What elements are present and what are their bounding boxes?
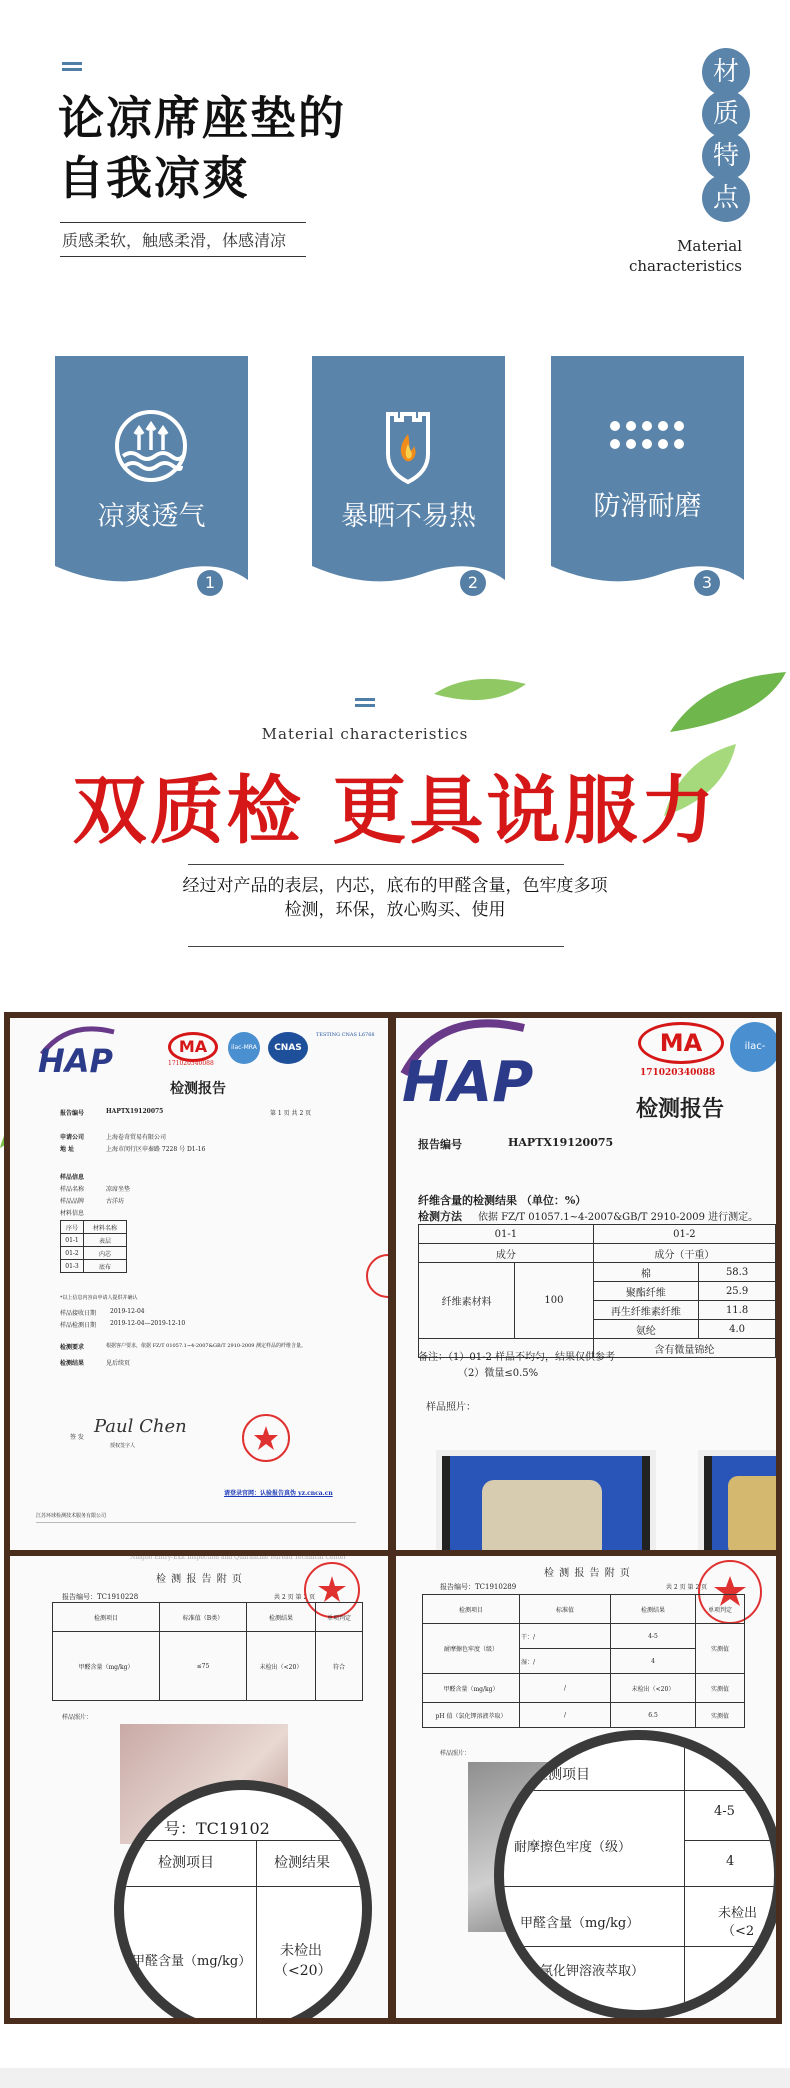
col-head: 单项判定 xyxy=(316,1603,363,1632)
mag-col-rule xyxy=(256,1840,257,2018)
test-item: 耐摩擦色牢度（级） xyxy=(423,1624,520,1674)
desc-rule-bottom xyxy=(188,946,564,947)
mag-val: 未检出 xyxy=(718,1906,758,1921)
ilac-logo: ilac-MRA xyxy=(228,1032,260,1064)
report-no: 报告编号：TC1910228 xyxy=(62,1593,139,1601)
feature-number-1: 1 xyxy=(197,570,223,596)
wave-arrows-icon xyxy=(111,406,191,486)
test-date: 2019-12-04—2019-12-10 xyxy=(110,1320,186,1327)
fiber-name: 棉 xyxy=(593,1263,698,1282)
test-label: 样品检测日期 xyxy=(60,1322,97,1329)
sample-name-label: 样品名称 xyxy=(60,1186,85,1193)
mat-cell: 01-1 xyxy=(61,1234,84,1247)
mag-result: 未检出 xyxy=(280,1943,322,1959)
en-line-2: characteristics xyxy=(628,257,742,275)
col-head: 01-1 xyxy=(419,1225,594,1244)
col-head: 检测项目 xyxy=(423,1595,520,1624)
feature-card-1 xyxy=(55,356,248,590)
mag-test-item: 甲醛含量（mg/kg） xyxy=(132,1954,252,1969)
mat-cell: 01-3 xyxy=(61,1260,84,1273)
feature-card-3 xyxy=(551,356,744,590)
fiber-name: 再生纤维素纤维 xyxy=(593,1301,698,1320)
material-table xyxy=(60,1220,127,1273)
feature-label: 防滑耐磨 xyxy=(593,491,702,522)
standard: / xyxy=(520,1674,611,1703)
vchar-2: 质 xyxy=(702,90,750,138)
standard: 干：/ xyxy=(520,1624,611,1649)
page-title xyxy=(58,88,398,208)
report-no-label: 报告编号 xyxy=(418,1138,462,1151)
mat-head: 序号 xyxy=(61,1221,84,1234)
mag-report-no: 号：TC19102 xyxy=(164,1819,270,1838)
test-result: 6.5 xyxy=(611,1703,696,1728)
standard: / xyxy=(520,1703,611,1728)
feature-number-3: 3 xyxy=(694,570,720,596)
trace-note: 含有微量锦纶 xyxy=(593,1339,775,1358)
stamp xyxy=(242,1414,290,1462)
fiber-val: 58.3 xyxy=(699,1263,776,1282)
col-head: 检测结果 xyxy=(247,1603,316,1632)
report-panel-3 xyxy=(10,1556,388,2018)
report-title: 检 测 报 告 附 页 xyxy=(544,1568,631,1579)
report-page: 共 2 页 第 2 页 xyxy=(274,1594,316,1601)
vchar-4: 点 xyxy=(702,174,750,222)
col-head: 单项判定 xyxy=(696,1595,745,1624)
mag-result-value: （<20） xyxy=(274,1963,332,1979)
mag-val: （<2 xyxy=(722,1924,755,1939)
report-no: HAPTX19120075 xyxy=(106,1108,164,1115)
mat-head: 材料名称 xyxy=(84,1221,127,1234)
vchar-3: 特 xyxy=(702,132,750,180)
report-page: 第 1 页 共 2 页 xyxy=(270,1110,312,1117)
photo-label: 样品照片： xyxy=(440,1750,471,1757)
col-head: 检测结果 xyxy=(611,1595,696,1624)
photo-label: 样品照片： xyxy=(426,1402,476,1413)
title-line-1: 论凉席座垫的 xyxy=(58,91,346,145)
title-rule-top xyxy=(60,222,306,223)
sign-label: 签 发 xyxy=(70,1434,84,1441)
mag-row: 甲醛含量（mg/kg） xyxy=(520,1916,640,1931)
test-item: pH 值（氯化钾溶液萃取） xyxy=(423,1703,520,1728)
leaf-decor-1 xyxy=(430,670,530,710)
material-val: 100 xyxy=(515,1263,593,1339)
seat-cushion xyxy=(482,1480,602,1550)
report-header: Ningbo Entry-Exit Inspection and Quarantine Bureau Technical Center xyxy=(130,1556,347,1561)
cnas-sub: TESTING CNAS L6768 xyxy=(316,1032,375,1038)
client-label: 申请公司 xyxy=(60,1134,85,1141)
test-result: 4-5 xyxy=(611,1624,696,1649)
feature-label: 暴晒不易热 xyxy=(341,501,476,532)
report-title: 检测报告 xyxy=(170,1081,226,1097)
sample-photo-1 xyxy=(436,1450,656,1550)
req-label: 检测要求 xyxy=(60,1344,85,1351)
mag-rule xyxy=(504,1886,774,1887)
fiber-title: 纤维含量的检测结果 （单位：%） xyxy=(418,1194,587,1207)
fiber-name: 氨纶 xyxy=(593,1320,698,1339)
report-panel-1 xyxy=(10,1018,388,1550)
ma-number: 171020340088 xyxy=(640,1068,716,1078)
material-en-label xyxy=(600,236,742,276)
star-icon xyxy=(244,1416,288,1460)
mag-col-head: 检测结果 xyxy=(274,1855,330,1871)
ma-number: 171020340088 xyxy=(168,1060,214,1067)
material-cell: 纤维素材料 xyxy=(419,1263,515,1339)
report-title: 检 测 报 告 附 页 xyxy=(156,1574,243,1585)
ilac-logo: ilac- xyxy=(730,1022,776,1072)
test-result: 4 xyxy=(611,1649,696,1674)
fiber-table xyxy=(418,1224,776,1358)
vchar-1: 材 xyxy=(702,48,750,96)
report-no-label: 报告编号 xyxy=(60,1110,85,1117)
note: *以上信息内容由申请人提供并确认 xyxy=(60,1295,138,1301)
mag-row: 检测项目 xyxy=(534,1767,590,1783)
standard: 湿：/ xyxy=(520,1649,611,1674)
col-head: 检测项目 xyxy=(53,1603,160,1632)
cnas-logo: CNAS xyxy=(268,1032,308,1064)
client: 上海卷奇贸易有限公司 xyxy=(106,1134,167,1141)
magnifier xyxy=(494,1730,776,2018)
desc-line-2: 检测，环保，放心购买、使用 xyxy=(284,900,506,920)
col-head: 标准值（B类） xyxy=(160,1603,247,1632)
desc-rule-top xyxy=(188,864,564,865)
mag-val: 4-5 xyxy=(714,1804,735,1819)
material-list-label: 材料信息 xyxy=(60,1210,85,1217)
decor-mark-2 xyxy=(355,698,375,706)
company: 江苏环球检测技术服务有限公司 xyxy=(36,1513,107,1519)
test-result: 未检出（<20） xyxy=(247,1632,316,1701)
section2-en-label: Material characteristics xyxy=(261,725,469,743)
verdict: 实测值 xyxy=(696,1674,745,1703)
signer-title: 授权签字人 xyxy=(110,1443,136,1449)
page-footer xyxy=(0,2068,790,2088)
address-label: 地 址 xyxy=(60,1146,75,1153)
fiber-val: 11.8 xyxy=(699,1301,776,1320)
sample-info: 样品信息 xyxy=(60,1174,85,1181)
requirement: 根据客户要求，依据 FZ/T 01057.1~4-2007&GB/T 2910-2009 测定样品的纤维含量。 xyxy=(106,1343,307,1349)
sample-photo-2 xyxy=(698,1450,776,1550)
remark-1: 备注：（1）01-2 样品不均匀，结果仅供参考 xyxy=(418,1352,616,1363)
component-dry-head: 成分（干重） xyxy=(593,1244,775,1263)
test-table xyxy=(52,1602,363,1701)
report-title: 检测报告 xyxy=(636,1096,725,1122)
headline: 双质检 更具说服力 xyxy=(72,768,718,854)
hap-logo: HAP xyxy=(38,1042,113,1080)
mag-row: 耐摩擦色牢度（级） xyxy=(514,1840,632,1855)
sample-name: 凉席坐垫 xyxy=(106,1186,131,1193)
footer-lines xyxy=(36,1522,356,1537)
result: 见后续页 xyxy=(106,1360,131,1367)
decor-mark xyxy=(62,62,82,70)
mag-rule xyxy=(124,1886,362,1887)
method-label: 检测方法 xyxy=(418,1210,462,1223)
recv-date: 2019-12-04 xyxy=(110,1308,145,1315)
verdict: 符合 xyxy=(316,1632,363,1701)
fiber-val: 4.0 xyxy=(699,1320,776,1339)
fiber-val: 25.9 xyxy=(699,1282,776,1301)
mag-row: 氯化钾溶液萃取） xyxy=(540,1964,645,1979)
report-panel-2 xyxy=(396,1018,776,1550)
hap-logo: HAP xyxy=(402,1050,534,1115)
mag-rule xyxy=(684,1840,774,1841)
report-page: 共 2 页 第 2 页 xyxy=(666,1584,708,1591)
standard: ≤75 xyxy=(160,1632,247,1701)
test-item: 甲醛含量（mg/kg） xyxy=(423,1674,520,1703)
mag-rule xyxy=(504,1946,774,1947)
test-item: 甲醛含量（mg/kg） xyxy=(53,1632,160,1701)
test-result: 未检出（<20） xyxy=(611,1674,696,1703)
magnifier xyxy=(114,1780,372,2018)
flame-shield-icon xyxy=(368,406,448,486)
verify-link: 请登录官网：认验报告真伪 yz.cnca.cn xyxy=(224,1490,333,1497)
mat-cell: 底布 xyxy=(84,1260,127,1273)
report-no: HAPTX19120075 xyxy=(508,1136,614,1149)
feature-label: 凉爽透气 xyxy=(97,501,206,532)
mat-cell: 表层 xyxy=(84,1234,127,1247)
mag-col-head: 检测项目 xyxy=(158,1855,214,1871)
report-panel-4 xyxy=(396,1556,776,2018)
sample-brand: 古洋坊 xyxy=(106,1198,125,1205)
mat-cell: 01-2 xyxy=(61,1247,84,1260)
remark-2: （2）微量≤0.5% xyxy=(458,1368,539,1379)
recv-label: 样品接收日期 xyxy=(60,1310,97,1317)
photo-label: 样品照片： xyxy=(62,1714,93,1721)
title-line-2: 自我凉爽 xyxy=(58,151,250,205)
col-head: 01-2 xyxy=(593,1225,775,1244)
address: 上海市闵行区申秦路 7228 号 D1-16 xyxy=(106,1146,206,1153)
dot-grid-icon xyxy=(601,406,693,486)
fiber-name: 聚酯纤维 xyxy=(593,1282,698,1301)
ma-logo: MA xyxy=(638,1022,724,1064)
mag-val: 4 xyxy=(726,1854,735,1869)
desc-line-1: 经过对产品的表层，内芯，底布的甲醛含量，色牢度多项 xyxy=(182,876,608,896)
title-rule-bottom xyxy=(60,256,306,257)
signature: Paul Chen xyxy=(94,1416,187,1437)
mag-col-rule xyxy=(684,1740,685,2010)
report-no: 报告编号：TC1910289 xyxy=(440,1583,517,1591)
mag-rule xyxy=(124,1840,362,1841)
verdict: 实测值 xyxy=(696,1703,745,1728)
sample-brand-label: 样品品牌 xyxy=(60,1198,85,1205)
description xyxy=(120,874,670,922)
mat-cell: 内芯 xyxy=(84,1247,127,1260)
mag-rule xyxy=(504,1790,774,1791)
feature-number-2: 2 xyxy=(460,570,486,596)
verdict: 实测值 xyxy=(696,1624,745,1674)
col-head: 标准值 xyxy=(520,1595,611,1624)
feature-card-2 xyxy=(312,356,505,590)
method: 依据 FZ/T 01057.1~4-2007&GB/T 2910-2009 进行测定。 xyxy=(478,1212,759,1223)
test-table xyxy=(422,1594,745,1728)
ma-logo: MA xyxy=(168,1032,218,1062)
en-line-1: Material xyxy=(677,237,742,255)
component-head: 成分 xyxy=(419,1244,594,1263)
result-label: 检测结果 xyxy=(60,1360,85,1367)
subtitle: 质感柔软，触感柔滑，体感清凉 xyxy=(62,231,287,250)
stamp-edge xyxy=(366,1254,388,1298)
seat-cushion xyxy=(728,1476,776,1550)
